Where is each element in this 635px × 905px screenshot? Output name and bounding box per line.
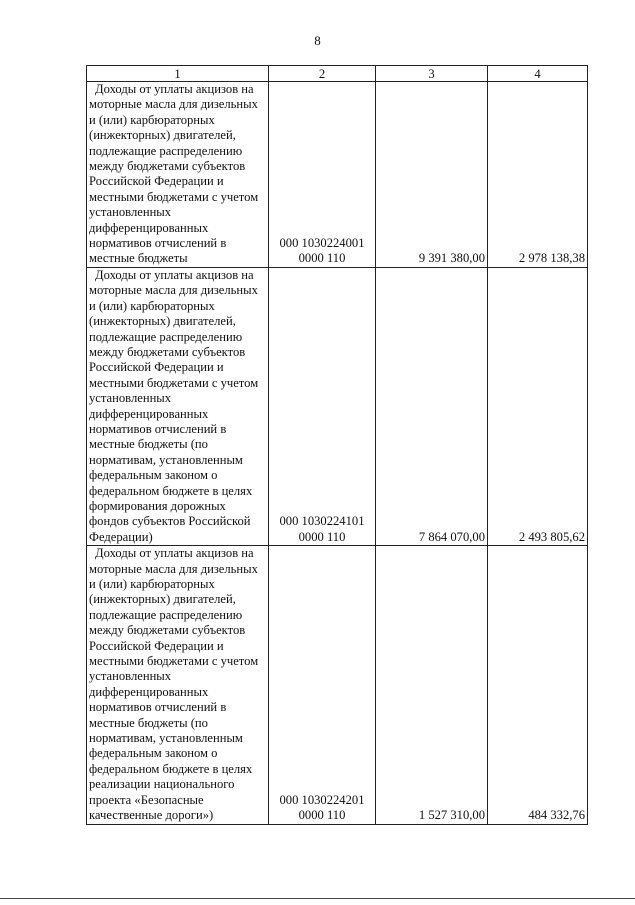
- description-line: дифференцированных: [89, 684, 209, 699]
- table-row: [87, 546, 588, 824]
- description-line: местные бюджеты (по: [89, 437, 208, 452]
- table-row: [87, 267, 588, 545]
- description-line: между бюджетами субъектов: [89, 344, 246, 359]
- row-plan-amount: 9 391 380,00: [376, 82, 488, 268]
- revenue-table: [86, 65, 588, 825]
- header-col-3: 3: [376, 66, 488, 82]
- description-line: моторные масла для дизельных: [89, 561, 258, 576]
- description-line: нормативам, установленным: [89, 452, 243, 467]
- description-line: моторные масла для дизельных: [89, 283, 258, 298]
- row-description: [87, 546, 269, 824]
- description-line: моторные масла для дизельных: [89, 97, 258, 112]
- description-line: (инжекторных) двигателей,: [89, 314, 236, 329]
- code-line: 0000 110: [298, 529, 346, 544]
- code-line: 0000 110: [298, 808, 346, 823]
- table-header-row: [87, 66, 588, 82]
- description-line: фондов субъектов Российской: [89, 514, 251, 529]
- code-line: 000 1030224201: [279, 792, 365, 807]
- description-line: установленных: [89, 669, 172, 684]
- description-line: и (или) карбюраторных: [89, 577, 215, 591]
- row-description: [87, 267, 269, 545]
- row-code: [269, 546, 376, 824]
- code-line: 000 1030224101: [279, 514, 365, 529]
- table-row: [87, 82, 588, 268]
- description-line: качественные дороги»): [89, 808, 214, 823]
- description-line: нормативов отчислений в: [89, 421, 227, 436]
- description-line: нормативам, установленным: [89, 731, 243, 746]
- description-line: (инжекторных) двигателей,: [89, 128, 236, 143]
- description-line: местными бюджетами с учетом: [89, 375, 259, 390]
- row-plan-amount: 7 864 070,00: [376, 267, 488, 545]
- row-code: [269, 82, 376, 268]
- description-line: Российской Федерации и: [89, 174, 224, 189]
- description-line: нормативов отчислений в: [89, 700, 227, 715]
- description-line: и (или) карбюраторных: [89, 112, 215, 127]
- description-line: местными бюджетами с учетом: [89, 189, 259, 204]
- description-line: Федерации): [89, 529, 153, 544]
- description-line: Доходы от уплаты акцизов на: [95, 546, 254, 561]
- description-line: (инжекторных) двигателей,: [89, 592, 236, 607]
- description-line: местные бюджеты: [89, 251, 188, 266]
- description-line: между бюджетами субъектов: [89, 159, 246, 174]
- description-line: Российской Федерации и: [89, 360, 224, 375]
- description-line: подлежащие распределению: [89, 607, 243, 622]
- description-line: реализации национального: [89, 777, 235, 792]
- description-line: федеральном бюджете в целях: [89, 483, 253, 498]
- description-line: местные бюджеты (по: [89, 715, 208, 730]
- description-line: установленных: [89, 391, 172, 406]
- code-line: 0000 110: [298, 251, 346, 266]
- row-actual-amount: 2 978 138,38: [488, 82, 588, 268]
- row-description: [87, 82, 269, 268]
- description-line: установленных: [89, 205, 172, 220]
- row-code: [269, 267, 376, 545]
- description-line: и (или) карбюраторных: [89, 298, 215, 313]
- description-line: проекта «Безопасные: [89, 792, 204, 807]
- row-actual-amount: 2 493 805,62: [488, 267, 588, 545]
- description-line: местными бюджетами с учетом: [89, 654, 259, 669]
- page-number: 8: [314, 33, 321, 48]
- scan-edge-line: [0, 898, 635, 899]
- header-col-2: 2: [269, 66, 376, 82]
- header-col-4: 4: [488, 66, 588, 82]
- description-line: Доходы от уплаты акцизов на: [95, 267, 254, 282]
- description-line: подлежащие распределению: [89, 143, 243, 158]
- description-line: федеральным законом о: [89, 468, 218, 483]
- description-line: Доходы от уплаты акцизов на: [95, 82, 254, 96]
- description-line: Российской Федерации и: [89, 638, 224, 653]
- description-line: нормативов отчислений в: [89, 236, 227, 251]
- description-line: дифференцированных: [89, 220, 209, 235]
- code-line: 000 1030224001: [279, 236, 365, 251]
- description-line: подлежащие распределению: [89, 329, 243, 344]
- description-line: формирования дорожных: [89, 498, 226, 513]
- description-line: федеральном бюджете в целях: [89, 761, 253, 776]
- description-line: между бюджетами субъектов: [89, 623, 246, 638]
- description-line: федеральным законом о: [89, 746, 218, 761]
- row-actual-amount: 484 332,76: [488, 546, 588, 824]
- row-plan-amount: 1 527 310,00: [376, 546, 488, 824]
- header-col-1: 1: [87, 66, 269, 82]
- description-line: дифференцированных: [89, 406, 209, 421]
